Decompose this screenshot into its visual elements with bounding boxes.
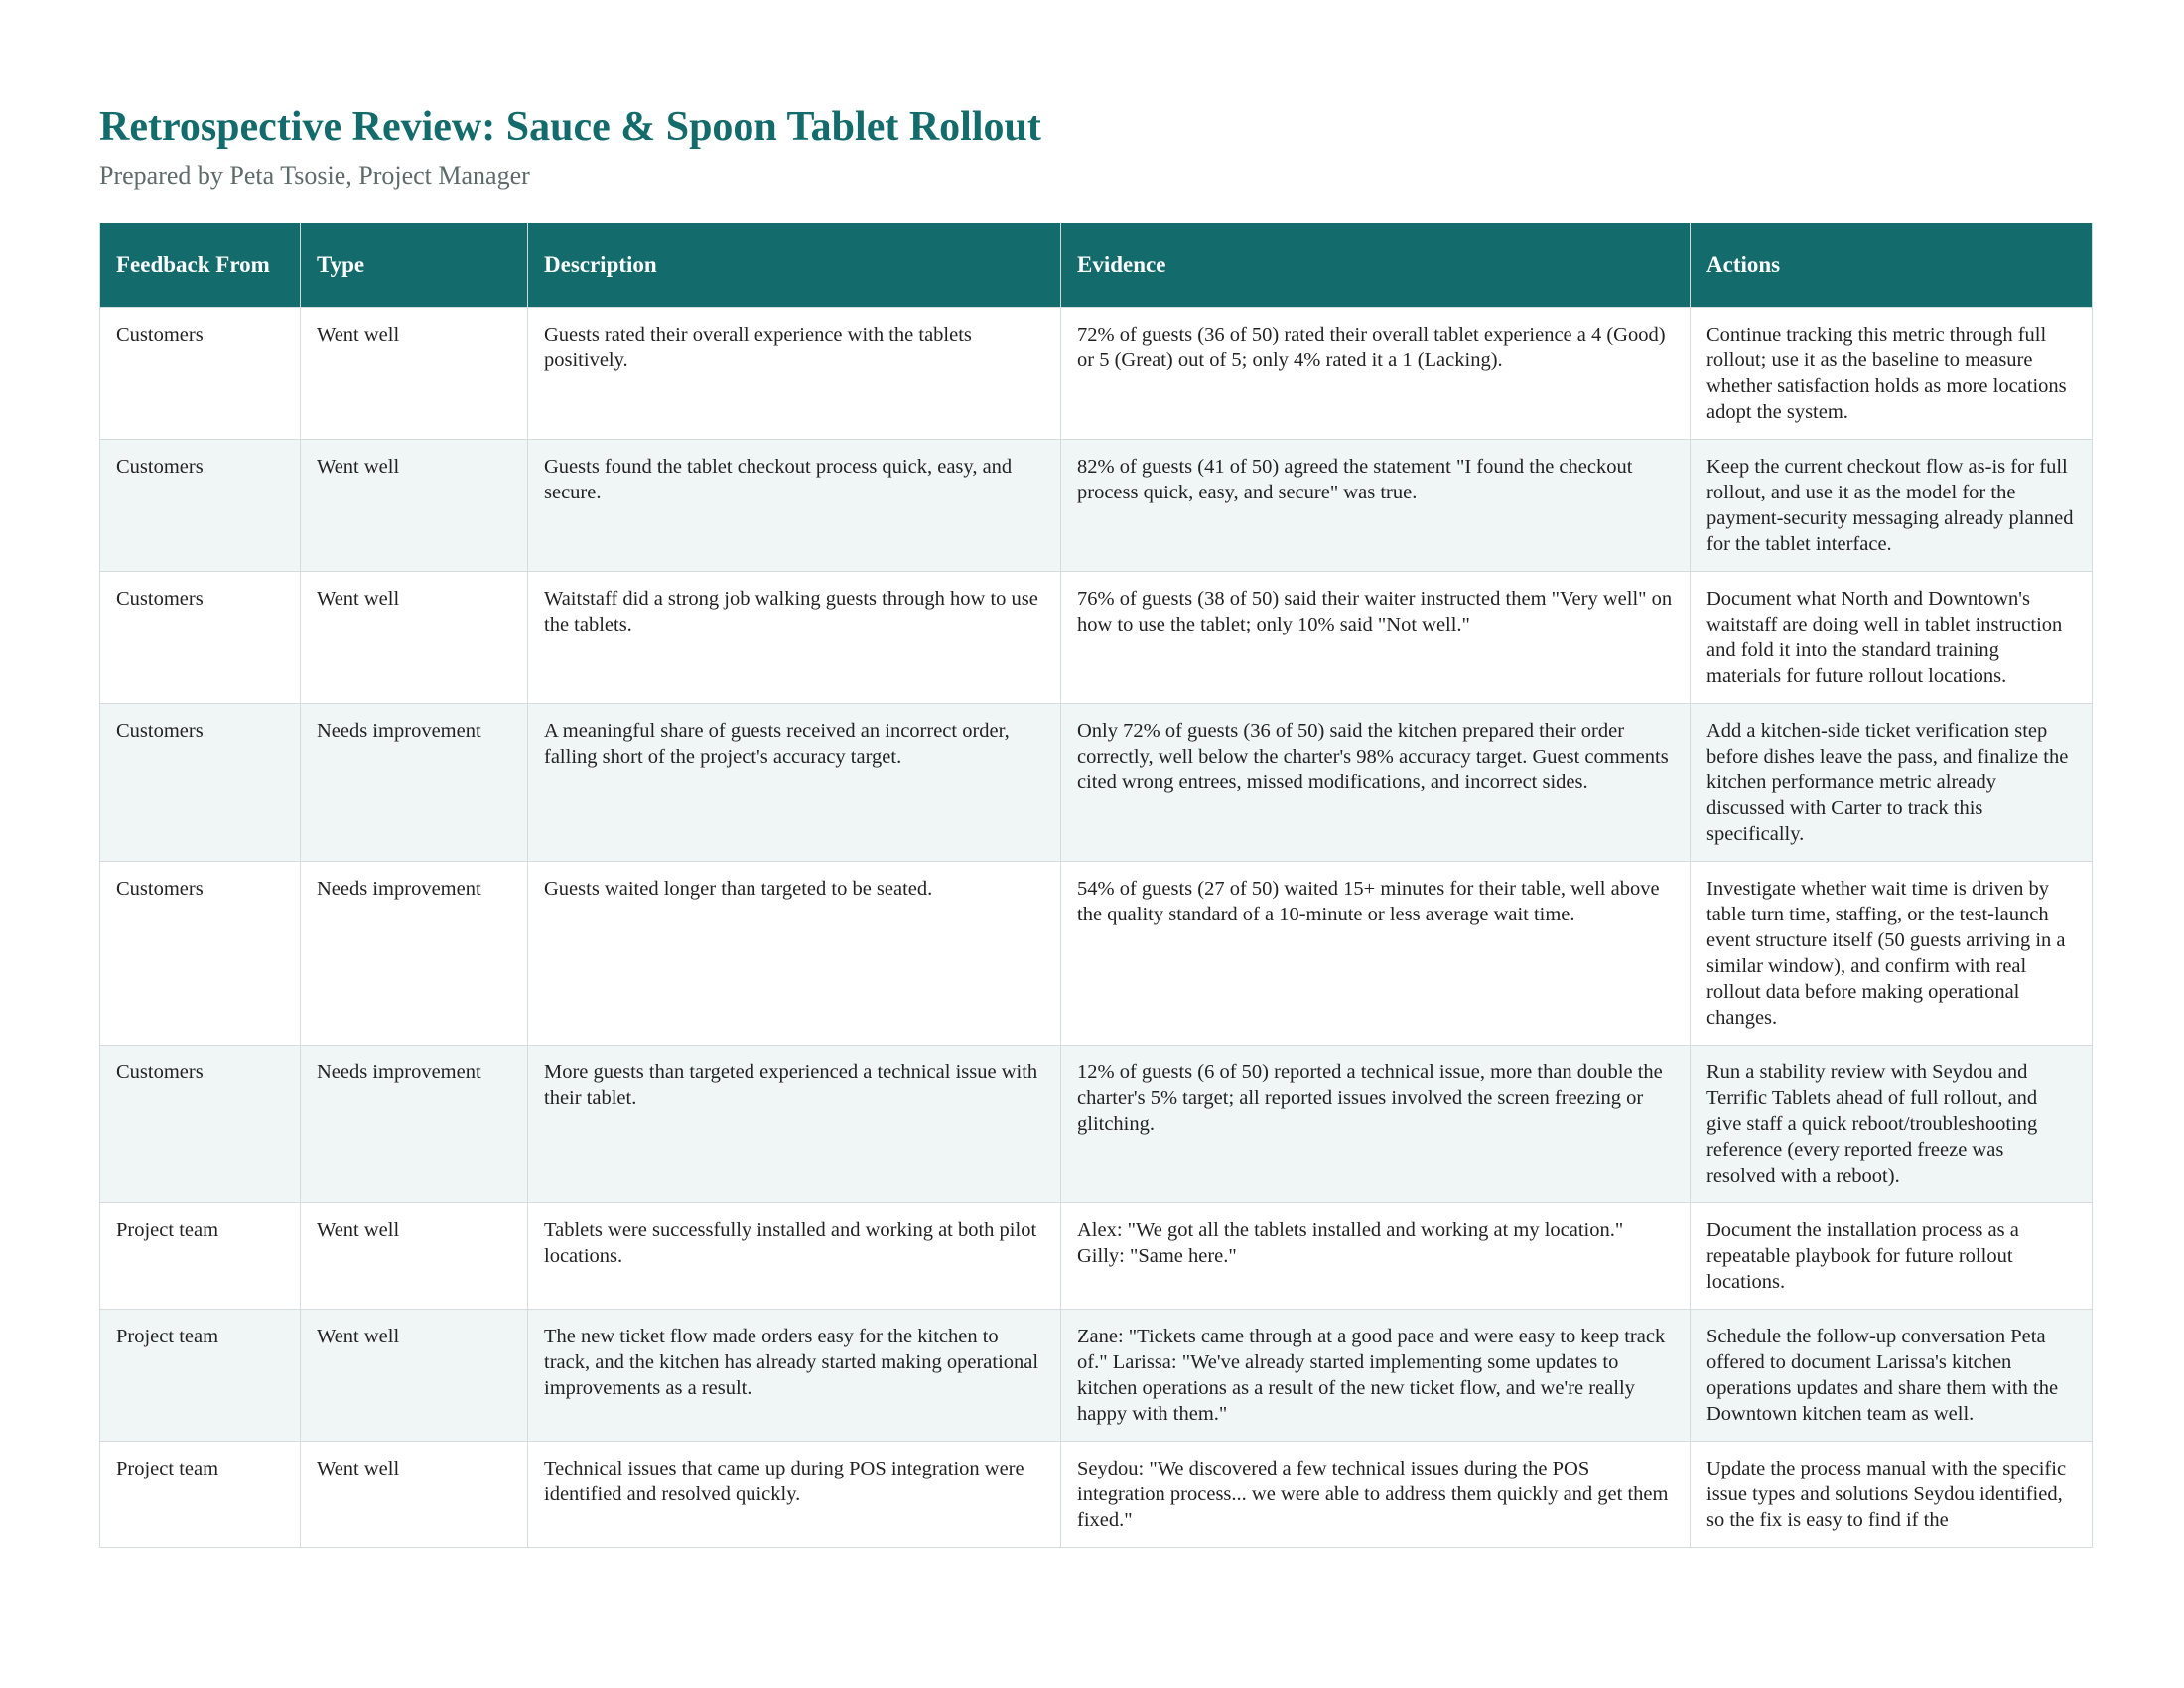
cell-feedback-from: Customers — [100, 440, 301, 572]
cell-feedback-from: Project team — [100, 1310, 301, 1442]
cell-feedback-from: Customers — [100, 308, 301, 440]
cell-actions: Add a kitchen-side ticket verification step before dishes leave the pass, and finalize the kitchen performance metric already discussed with Carter to track this specifically. — [1691, 704, 2093, 862]
cell-type: Went well — [301, 1310, 528, 1442]
table-row — [100, 440, 2093, 572]
column-header-feedback-from: Feedback From — [100, 223, 301, 308]
table-row — [100, 1203, 2093, 1310]
page-title: Retrospective Review: Sauce & Spoon Tablet Rollout — [99, 104, 1041, 150]
table-row — [100, 1046, 2093, 1203]
cell-description: A meaningful share of guests received an incorrect order, falling short of the project's accuracy target. — [528, 704, 1061, 862]
cell-actions: Schedule the follow-up conversation Peta offered to document Larissa's kitchen operations updates and share them with the Downtown kitchen team as well. — [1691, 1310, 2093, 1442]
cell-description: Guests found the tablet checkout process quick, easy, and secure. — [528, 440, 1061, 572]
cell-description: Guests waited longer than targeted to be seated. — [528, 862, 1061, 1046]
column-header-actions: Actions — [1691, 223, 2093, 308]
table-row — [100, 862, 2093, 1046]
cell-description: Tablets were successfully installed and working at both pilot locations. — [528, 1203, 1061, 1310]
cell-type: Needs improvement — [301, 862, 528, 1046]
table-header-row — [100, 223, 2093, 308]
cell-type: Went well — [301, 1203, 528, 1310]
cell-description: Guests rated their overall experience with the tablets positively. — [528, 308, 1061, 440]
column-header-type: Type — [301, 223, 528, 308]
column-header-description: Description — [528, 223, 1061, 308]
table-row — [100, 1442, 2093, 1548]
cell-actions: Keep the current checkout flow as-is for full rollout, and use it as the model for the payment-security messaging already planned for the tablet interface. — [1691, 440, 2093, 572]
document-page — [99, 99, 2092, 1531]
cell-evidence: 82% of guests (41 of 50) agreed the statement "I found the checkout process quick, easy, and secure" was true. — [1061, 440, 1691, 572]
cell-evidence: Zane: "Tickets came through at a good pace and were easy to keep track of." Larissa: "We've already started implementing some updates to kitchen operations as a result of the new ticket flow, and we're really happy with them." — [1061, 1310, 1691, 1442]
cell-actions: Update the process manual with the specific issue types and solutions Seydou identified, so the fix is easy to find if the — [1691, 1442, 2093, 1548]
page-subtitle: Prepared by Peta Tsosie, Project Manager — [99, 161, 530, 190]
table-header — [100, 223, 2093, 308]
cell-actions: Document what North and Downtown's waitstaff are doing well in tablet instruction and fold it into the standard training materials for future rollout locations. — [1691, 572, 2093, 704]
retrospective-table — [99, 223, 2093, 1548]
cell-evidence: 12% of guests (6 of 50) reported a technical issue, more than double the charter's 5% target; all reported issues involved the screen freezing or glitching. — [1061, 1046, 1691, 1203]
cell-feedback-from: Customers — [100, 704, 301, 862]
cell-type: Needs improvement — [301, 704, 528, 862]
cell-feedback-from: Customers — [100, 862, 301, 1046]
table-row — [100, 572, 2093, 704]
table-row — [100, 308, 2093, 440]
cell-type: Went well — [301, 572, 528, 704]
cell-evidence: Only 72% of guests (36 of 50) said the kitchen prepared their order correctly, well below the charter's 98% accuracy target. Guest comments cited wrong entrees, missed modifications, and incorrect sides. — [1061, 704, 1691, 862]
cell-actions: Continue tracking this metric through full rollout; use it as the baseline to measure whether satisfaction holds as more locations adopt the system. — [1691, 308, 2093, 440]
cell-actions: Investigate whether wait time is driven by table turn time, staffing, or the test-launch event structure itself (50 guests arriving in a similar window), and confirm with real rollout data before making operational changes. — [1691, 862, 2093, 1046]
cell-actions: Run a stability review with Seydou and Terrific Tablets ahead of full rollout, and give staff a quick reboot/troubleshooting reference (every reported freeze was resolved with a reboot). — [1691, 1046, 2093, 1203]
table-row — [100, 1310, 2093, 1442]
cell-evidence: 54% of guests (27 of 50) waited 15+ minutes for their table, well above the quality standard of a 10-minute or less average wait time. — [1061, 862, 1691, 1046]
cell-feedback-from: Project team — [100, 1203, 301, 1310]
cell-type: Went well — [301, 1442, 528, 1548]
table-body — [100, 308, 2093, 1548]
table-row — [100, 704, 2093, 862]
cell-description: Waitstaff did a strong job walking guests through how to use the tablets. — [528, 572, 1061, 704]
cell-actions: Document the installation process as a repeatable playbook for future rollout locations. — [1691, 1203, 2093, 1310]
cell-description: More guests than targeted experienced a technical issue with their tablet. — [528, 1046, 1061, 1203]
cell-evidence: 76% of guests (38 of 50) said their waiter instructed them "Very well" on how to use the tablet; only 10% said "Not well." — [1061, 572, 1691, 704]
cell-evidence: Seydou: "We discovered a few technical issues during the POS integration process... we were able to address them quickly and get them fixed." — [1061, 1442, 1691, 1548]
cell-type: Went well — [301, 440, 528, 572]
column-header-evidence: Evidence — [1061, 223, 1691, 308]
cell-description: The new ticket flow made orders easy for the kitchen to track, and the kitchen has already started making operational improvements as a result. — [528, 1310, 1061, 1442]
cell-type: Went well — [301, 308, 528, 440]
cell-evidence: Alex: "We got all the tablets installed and working at my location." Gilly: "Same here." — [1061, 1203, 1691, 1310]
cell-feedback-from: Project team — [100, 1442, 301, 1548]
cell-type: Needs improvement — [301, 1046, 528, 1203]
cell-feedback-from: Customers — [100, 572, 301, 704]
cell-feedback-from: Customers — [100, 1046, 301, 1203]
cell-description: Technical issues that came up during POS integration were identified and resolved quickly. — [528, 1442, 1061, 1548]
cell-evidence: 72% of guests (36 of 50) rated their overall tablet experience a 4 (Good) or 5 (Great) out of 5; only 4% rated it a 1 (Lacking). — [1061, 308, 1691, 440]
